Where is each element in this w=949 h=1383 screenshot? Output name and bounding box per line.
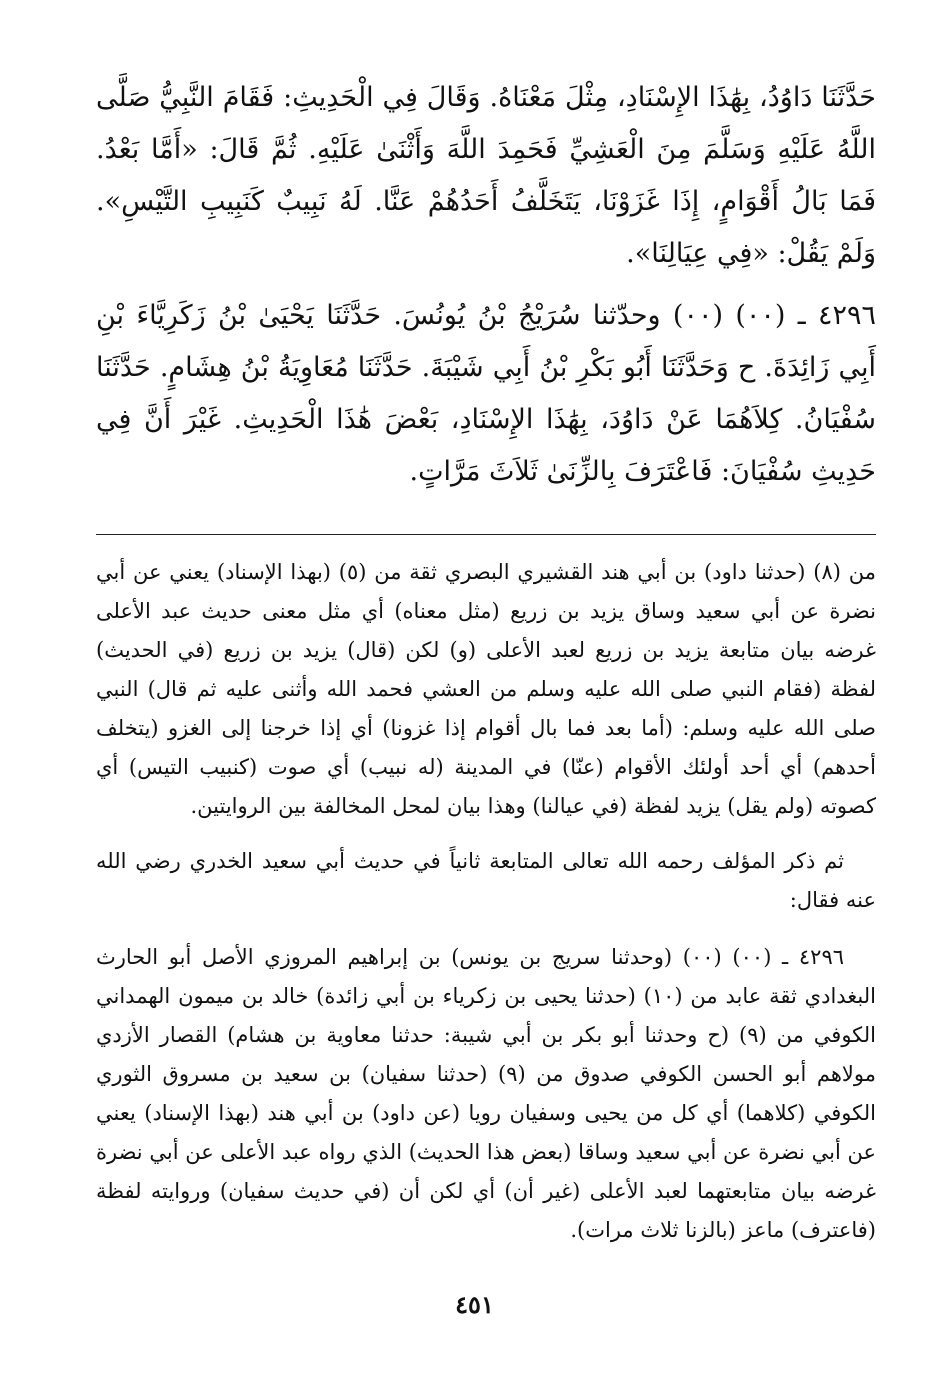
matn-paragraph-1: حَدَّثَنَا دَاوُدُ، بِهَٰذَا الإِسْنَادِ، مِثْلَ مَعْنَاهُ. وَقَالَ فِي الْحَدِيثِ: فَقَامَ النَّبِيُّ صَلَّى اللَّهُ عَلَيْهِ وَسَلَّمَ مِنَ الْعَشِيِّ فَحَمِدَ اللَّهَ وَأَثْنَىٰ عَلَيْهِ. ثُمَّ قَالَ: «أَمَّا بَعْدُ. فَمَا بَالُ أَقْوَامٍ، إِذَا غَزَوْنَا، يَتَخَلَّفُ أَحَدُهُمْ عَنَّا. لَهُ نَبِيبٌ كَنَبِيبِ التَّيْسِ». وَلَمْ يَقُلْ: «فِي عِيَالِنَا». bbox=[96, 82, 876, 269]
footnote-divider bbox=[96, 534, 876, 535]
commentary-paragraph-3: ٤٢٩٦ ـ (٠٠) (٠٠) (وحدثنا سريج بن يونس) بن إبراهيم المروزي الأصل أبو الحارث البغدادي ثقة عابد من (١٠) (حدثنا يحيى بن زكرياء بن أبي زائدة) خالد بن ميمون الهمداني الكوفي من (٩) (ح وحدثنا أبو بكر بن أبي شيبة: حدثنا معاوية بن هشام) القصار الأزدي مولاهم أبو الحسن الكوفي صدوق من (٩) (حدثنا سفيان) بن سعيد بن مسروق الثوري الكوفي (كلاهما) أي كل من يحيى وسفيان رويا (عن داود) بن أبي هند (بهذا الإسناد) يعني عن أبي نضرة عن أبي سعيد وساقا (بعض هذا الحديث) الذي رواه عبد الأعلى عن أبي نضرة غرضه بيان متابعتهما لعبد الأعلى (غير أن) أي لكن أن (في حديث سفيان) وروايته لفظة (فاعترف) ماعز (بالزنا ثلاث مرات). bbox=[96, 945, 877, 1242]
page-body bbox=[96, 72, 876, 1268]
commentary-paragraph-1: من (٨) (حدثنا داود) بن أبي هند القشيري البصري ثقة من (٥) (بهذا الإسناد) يعني عن أبي نضرة عن أبي سعيد وساق يزيد بن زريع (مثل معناه) أي مثل معنى حديث عبد الأعلى غرضه بيان متابعة يزيد بن زريع لعبد الأعلى (و) لكن (قال) يزيد بن زريع (في الحديث) لفظة (فقام النبي صلى الله عليه وسلم من العشي فحمد الله وأثنى عليه ثم قال) النبي صلى الله عليه وسلم: (أما بعد فما بال أقوام إذا غزونا) أي إذا خرجنا إلى الغزو (يتخلف أحدهم) أي أحد أولئك الأقوام (عنّا) في المدينة (له نبيب) أي صوت (كنبيب التيس) أي كصوته (ولم يقل) يزيد لفظة (في عيالنا) وهذا بيان لمحل المخالفة بين الروايتين. bbox=[96, 560, 876, 818]
commentary-paragraph-2: ثم ذكر المؤلف رحمه الله تعالى المتابعة ثانياً في حديث أبي سعيد الخدري رضي الله عنه فقال: bbox=[96, 849, 876, 912]
page-number: ٤٥١ bbox=[455, 1290, 494, 1319]
matn-paragraph-2: ٤٢٩٦ ـ (٠٠) (٠٠) وحدّثنا سُرَيْجُ بْنُ يُونُسَ. حَدَّثَنَا يَحْيَىٰ بْنُ زَكَرِيَّاءَ بْنِ أَبِي زَائِدَةَ. ح وَحَدَّثَنَا أَبُو بَكْرِ بْنُ أَبِي شَيْبَةَ. حَدَّثَنَا مُعَاوِيَةُ بْنُ هِشَامٍ. حَدَّثَنَا سُفْيَانُ. كِلاَهُمَا عَنْ دَاوُدَ، بِهَٰذَا الإِسْنَادِ، بَعْضَ هَٰذَا الْحَدِيثِ. غَيْرَ أَنَّ فِي حَدِيثِ سُفْيَانَ: فَاعْتَرَفَ بِالزِّنَىٰ ثَلاَثَ مَرَّاتٍ. bbox=[96, 300, 877, 487]
